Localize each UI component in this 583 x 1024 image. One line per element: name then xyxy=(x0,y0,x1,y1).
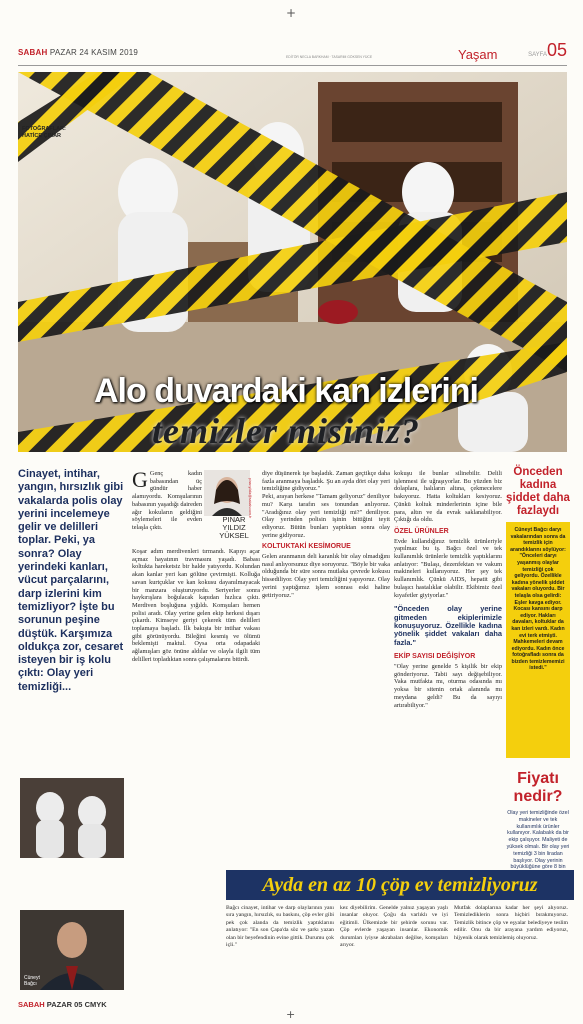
banner-column-1: Bağcı cinayet, intihar ve darp olaylarının yanı sıra yangın, hırsızlık, su baskını, çöp evler gibi pek çok alanda da temizlik yaptıklarını anlatıyor: "En son Çapa'da söz ve şarkı yazan olan bir beyefendinin evine gittik. Durumu çok içli." xyxy=(226,905,334,949)
photo-credit xyxy=(22,126,66,140)
author-name-line1: PINAR xyxy=(222,515,246,524)
body-column-intro xyxy=(132,467,202,532)
banner-column-3: Mutfak dolaplarına kadar her şeyi alıyoruz. Temizlediklerin sonra hiçbiri bırakmıyoruz. Temizlik bitince çöp ve eşyalar belediyeye teslim edilir. Onu da bir arayana yardım ediyoruz, hijyenik olarak temizlemiş oluyoruz. xyxy=(454,905,568,941)
sidebar-price-title: Fiyatı nedir? xyxy=(513,770,563,805)
dropcap: G xyxy=(132,467,148,492)
pull-quote: "Önceden olay yerine gitmeden ekiplerimizle konuşuyoruz. Özellikle kadına yönelik şiddet vakaları daha fazla." xyxy=(394,604,502,647)
banner-title: Ayda en az 10 çöp ev temizliyoruz xyxy=(262,874,538,896)
banner xyxy=(226,870,574,900)
column-2-mid: Peki, arayan herkese "Tamam geliyoruz" deniliyor mu? Karşı tarafın ses tonundan anlıyoruz. "Aradığınız olay yeri temizliği mi?" deniliyor. Olay yerinden polisin işinin bittiğini teyit ediyoruz. Bütün bunları yaptıktan sonra olay yerine gidiyoruz. xyxy=(262,493,390,539)
footer-cmyk: CMYK xyxy=(84,1000,107,1009)
sidebar-body: Cüneyt Bağcı daryı vakalarından sonra da temizlik için arandıklarını söylüyor: "Önceleri daryı yaşanmış olaylar temizliği çok geliyordu. Özellikle kadına yönelik şiddet vakaları oluyordu. Bir telaşla olsa gelirdi: Eşler kavga ediyor. Kocası kansını darp ediyor. Hakları davaları, koltuklar da kan izleri vardı. Kadın evi terk etmişti. Mahkemeleri devam ediyordu. Kadın önce fotoğrafladı sonra da bizden temizlememizi istedi." xyxy=(506,522,570,758)
photo-credit-label: FOTOĞRAFLAR: xyxy=(22,126,66,132)
sidebar xyxy=(506,466,570,878)
column-2-bottom: Gelen aranmanın deli karanlık bir olay olmadığını nasıl anlıyorsunuz diye soruyoruz. "Böyle bir vaka olduğunda bir süre sonra mutlaka çevrede kokusu hissediliyor. Olay yeri temizliğini yapıyoruz. Olay yerini yaptığımız işlem sonrası eski haline getiriyoruz." xyxy=(262,553,390,599)
editor-note: EDİTÖR NECLA BARKHAM · TASARIM GÖKSEN YÜCE xyxy=(286,55,373,59)
page-top-margin xyxy=(0,0,583,24)
page-number-value: 05 xyxy=(546,40,567,60)
column-1-text: Koşar adım merdivenleri tırmandı. Kapıyı açar açmaz hayatının travmasını yaşadı. Babası koltukta hareketsiz bir halde yatıyordu. Kolundan akan kanlar yeri kan gölüne çevirmişti. Kolluğa savan kurtçuklar ve kan kokusu dayanılmayacak bir manzara oluşturuyordu. Seriyerler sonra haykırışlara boğulacak kapıdan hızlıca çıktı. Merdiven boşluğuna yığıldı. Komşuları hemen polisi aradı. Olay yerine gelen ekip herkesi dışarı çıkardı. Kimseye geriyi çekerek tüm delilleri toplamaya başladı. İlk bakışta bir intihar vakası gibi görünüyordu. Bileğini kesmiş ve ölümü beklemişti maktul. Oysa orta odapadaki ağlamışları göz önüne aldılar ve olayla ilgili tüm delilleri topladıktan sonra çalışmalarını bitirdi. xyxy=(132,548,260,663)
masthead-edition xyxy=(18,48,138,57)
crop-mark-bottom: + xyxy=(286,1008,296,1021)
column-3-mid: Evde kullandığınız temizlik ürünleriyle yapılmaz bu iş. Bağcı özel ve tek kullanımlık ürünlerle temizlik yaptıklarını anlatıyor: "Bulaşı, dezenfektan ve vakum makineleri kullanıyoruz. Her şey tek kullanımlık. Çünkü AIDS, hepatit gibi bulaşıcı hastalıklar olabilir. Ekibimiz özel kıyafetler giyiyorlar." xyxy=(394,537,502,599)
page-number xyxy=(528,40,567,61)
author-box xyxy=(204,470,260,544)
headline-line1: Alo duvardaki kan izlerini xyxy=(93,372,478,410)
footer xyxy=(18,1000,107,1009)
body-column-2 xyxy=(262,470,390,599)
subhead-ozel-urunler: ÖZEL ÜRÜNLER xyxy=(394,527,449,535)
subhead-koltuk: KOLTUKTAKİ KESİMORUE xyxy=(262,543,351,551)
footer-page: PAZAR 05 xyxy=(46,1000,83,1009)
author-name-line2: YILDIZ xyxy=(222,523,246,532)
portrait-caption-line2: Bağcı xyxy=(24,981,37,987)
banner-column-2: kez diyebilirim. Genelde yalnız yaşayan yaşlı insanlar oluyor. Çoğu da varlıklı ve iyi eğitimli. Ülkemizde bir şehirde sorunu var. Çöp evlerde yaşayan insanlar. Ekonomik durumları iyiyse akrabaları değilse, komşuları arıyor. xyxy=(340,905,448,949)
body-column-1 xyxy=(132,548,260,664)
masthead xyxy=(18,40,567,66)
column-3-bottom: "Olay yerine genelde 5 kişilik bir ekip gönderiyoruz. Tabii sayı değişebiliyor. Vaka mutfakta mı, oturma odasında mı yoksa bir sitenin ortak alanında mı meydana geldi? Bu da sayıyı artırabiliyor." xyxy=(394,662,502,709)
author-email: pinar.yildiz@sabah.com.tr xyxy=(248,478,252,519)
crop-mark-top: + xyxy=(286,6,297,20)
sidebar-title: Önceden kadına şiddet daha fazlaydı xyxy=(506,466,570,517)
intro-text: Genç kadın babasından üç gündür haber alamıyordu. Komşularının babasının yaşadığı daireden ağır kokuların geldiğini söylemeleri ile evden telaşla çıktı. xyxy=(132,470,202,531)
sidebar-price-body: Olay yeri temizliğinde özel makineler ve tek kullanımlık ürünler kullanıyor. Kalabalık da bir ekip çalışıyor. Maliyeti de yüksek olmalı. Bir olay yeri temizliği 3 bin liradan başlıyor. Olay yerinin büyüklüğüne göre 8 bin xyxy=(506,810,570,871)
subhead-ekip-sayisi: EKİP SAYISI DEĞİŞİYOR xyxy=(394,653,476,661)
column-3-top: kokuşu ile bunlar silinebilir. Delili işlenmesi ile uğraşıyorlar. Bu yüzden biz dolaplara, halıların altına, çekmecelere bakıyoruz. Hatta koltukları kesiyoruz. Çünkü koltuk minderlerinin içine bile para, altın ve da evrak saklanabiliyor. Çıktığı da oldu. xyxy=(394,470,502,524)
workers-photo xyxy=(20,778,124,858)
headline-line2: temizler misiniz? xyxy=(151,411,421,451)
portrait-photo xyxy=(20,910,124,990)
author-name-line3: YÜKSEL xyxy=(219,531,249,540)
edition-date: PAZAR 24 KASIM 2019 xyxy=(49,48,139,57)
lead-paragraph: Cinayet, intihar, yangın, hırsızlık gibi vakalarda polis olay yerini incelemeye gelir ve delilleri toplar. Peki, ya sonra? Olay yerindeki kanları, vücut parçalarını, darp izlerini kim temizliyor? İşte bu sorunun peşine düştük. Karşımıza oldukça zor, cesaret isteyen bir iş kolu çıktı: Olay yeri temizliği... xyxy=(18,468,124,693)
author-name xyxy=(208,516,260,540)
body-column-3 xyxy=(394,470,502,709)
paper-name: SABAH xyxy=(18,48,48,57)
section-title: Yaşam xyxy=(458,47,498,62)
red-bucket xyxy=(318,300,358,324)
portrait-caption-line1: Cüneyt xyxy=(24,975,40,981)
footer-paper: SABAH xyxy=(18,1000,45,1009)
photo-credit-name: HATİCE ÇINAR xyxy=(22,133,62,139)
column-2-top: diye düşünerek işe başladık. Zaman geçtikçe daha fazla aranmaya başladık. Şu an ayda dört olay yeri temizliğine gidiyoruz." xyxy=(262,470,390,493)
page-label: SAYFA xyxy=(528,52,547,58)
portrait-caption xyxy=(24,975,40,987)
